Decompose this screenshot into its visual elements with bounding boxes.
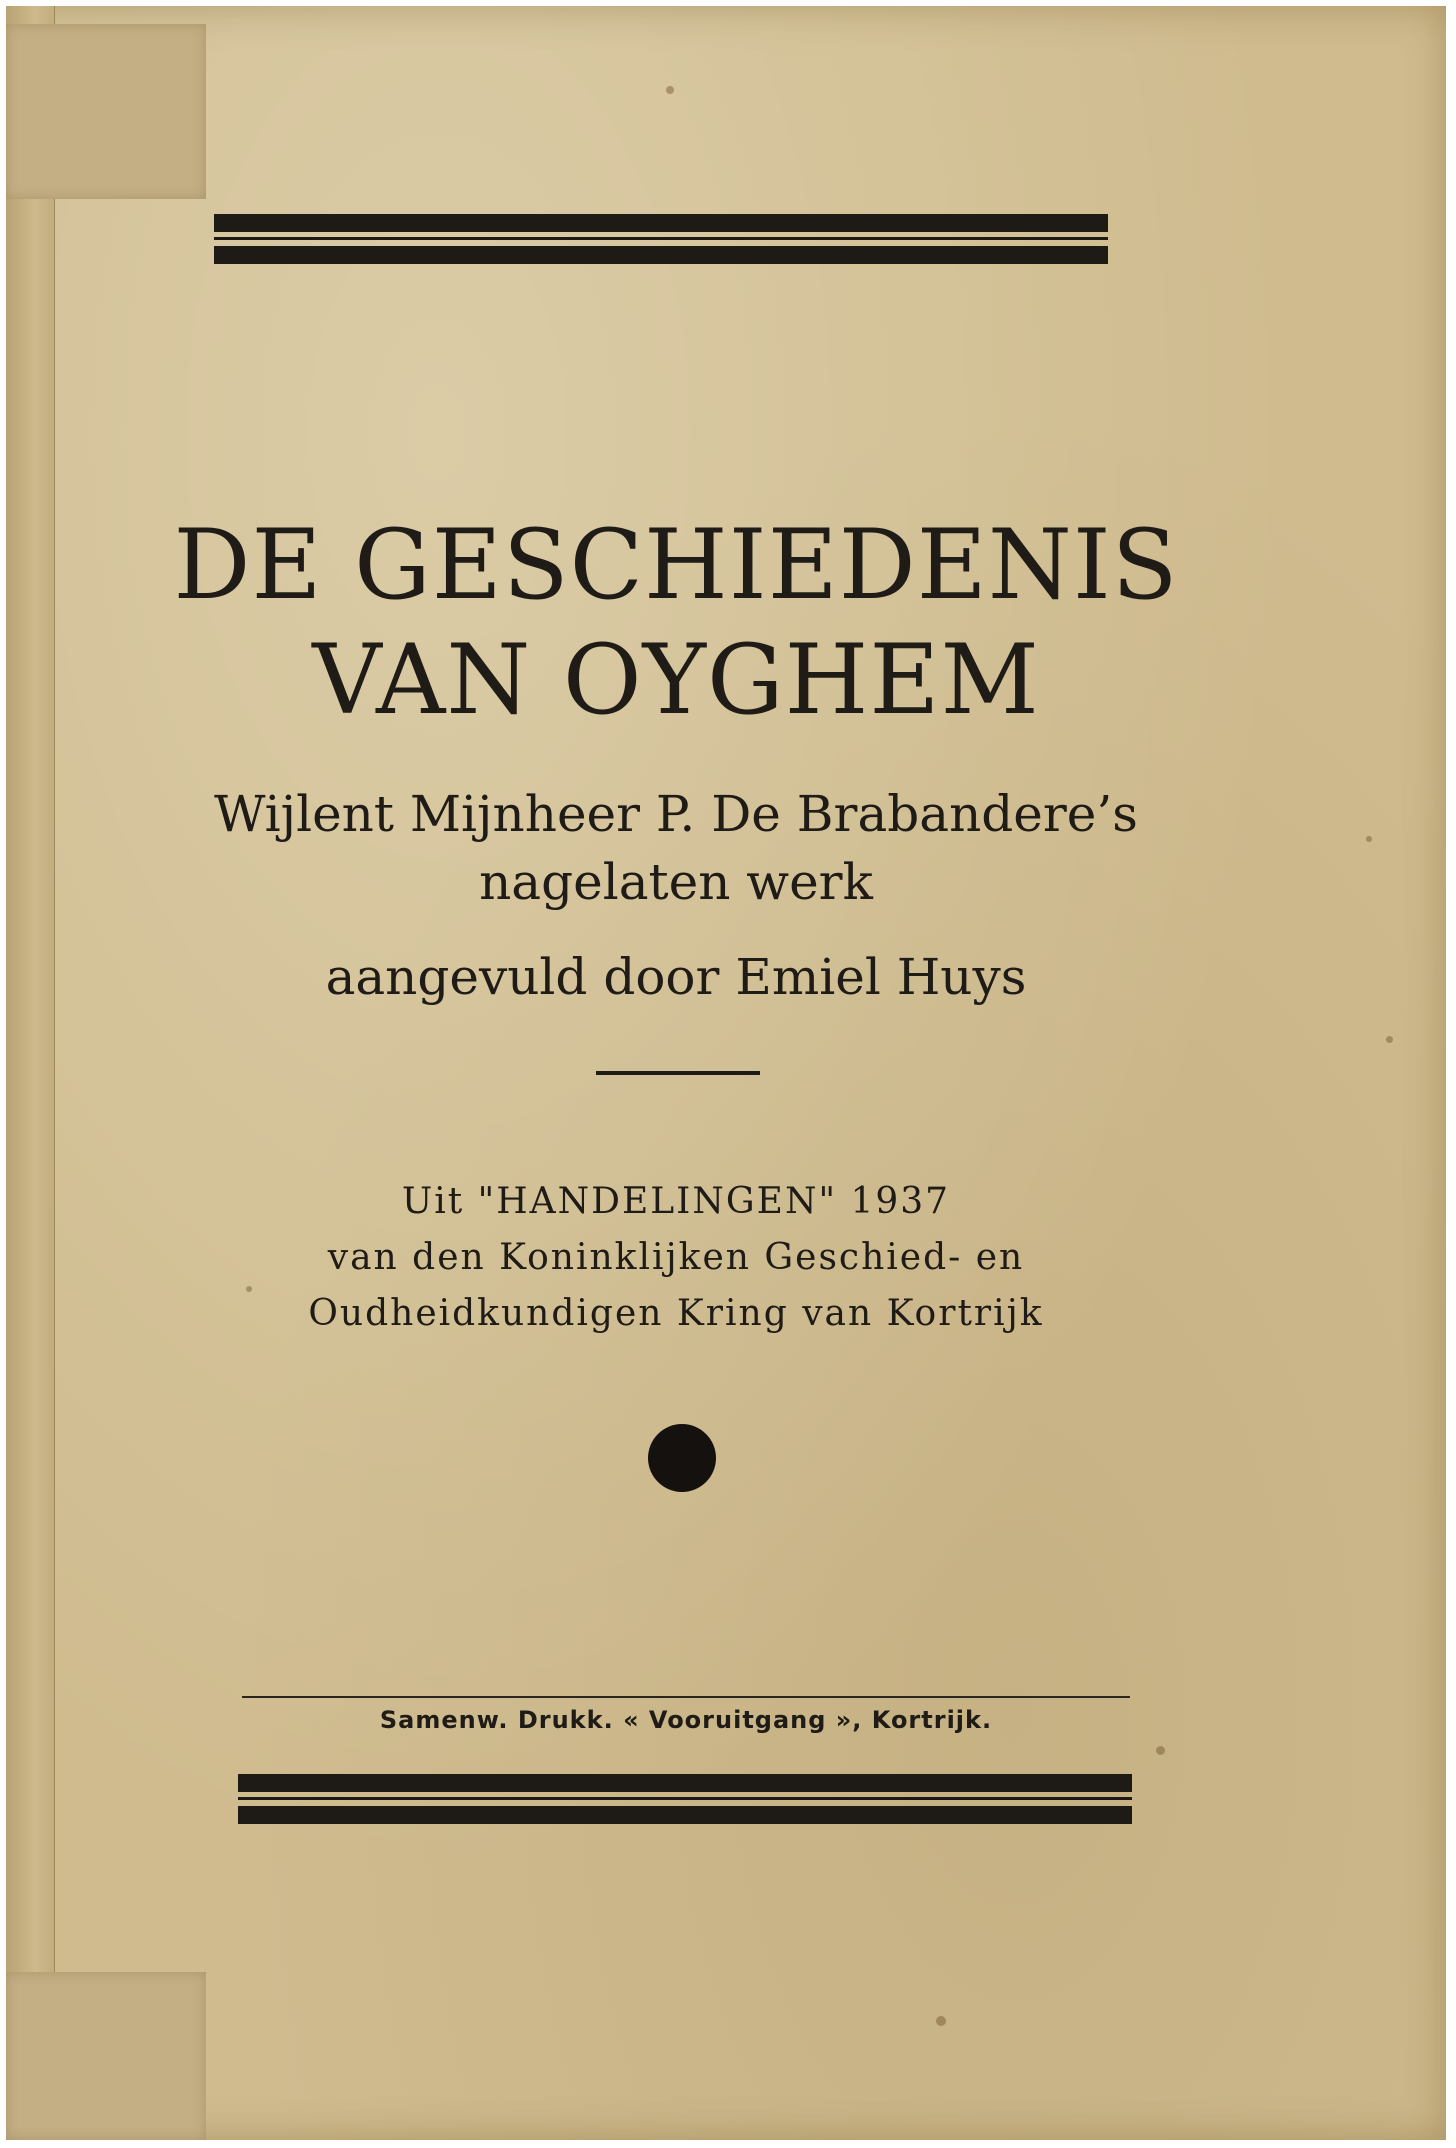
bottom-rule-bar-lower (238, 1806, 1132, 1824)
title-line-1: DE GESCHIEDENIS (173, 509, 1179, 621)
paper-speck (1156, 1746, 1165, 1755)
title-line-2: VAN OYGHEM (312, 624, 1040, 736)
subtitle-line-2: nagelaten werk (479, 853, 873, 911)
book-spine (6, 6, 55, 2140)
ornament-dot (648, 1424, 716, 1492)
source-line-1: Uit "HANDELINGEN" 1937 (401, 1181, 951, 1222)
top-double-rule (214, 214, 1108, 272)
paper-speck (1386, 1036, 1393, 1043)
bottom-double-rule (238, 1774, 1132, 1832)
subtitle-line-1: Wijlent Mijnheer P. De Brabandere’s (214, 785, 1138, 843)
top-rule-hairline (214, 237, 1108, 240)
spine-tape-bottom (6, 1972, 206, 2140)
subtitle-line-3: aangevuld door Emiel Huys (325, 948, 1027, 1006)
paper-speck (936, 2016, 946, 2026)
thin-rule (242, 1696, 1130, 1698)
top-rule-bar-upper (214, 214, 1108, 232)
bottom-rule-hairline (238, 1797, 1132, 1800)
book-cover (6, 6, 1446, 2140)
top-rule-bar-lower (214, 246, 1108, 264)
bottom-rule-bar-upper (238, 1774, 1132, 1792)
source-line-2: van den Koninklijken Geschied- en (327, 1237, 1025, 1278)
paper-speck (666, 86, 674, 94)
short-divider-rule (596, 1071, 760, 1075)
paper-speck (246, 1286, 252, 1292)
paper-speck (1366, 836, 1372, 842)
source-line-3: Oudheidkundigen Kring van Kortrijk (308, 1293, 1044, 1334)
spine-tape-top (6, 24, 206, 199)
printer-imprint: Samenw. Drukk. « Vooruitgang », Kortrijk. (379, 1706, 993, 1734)
